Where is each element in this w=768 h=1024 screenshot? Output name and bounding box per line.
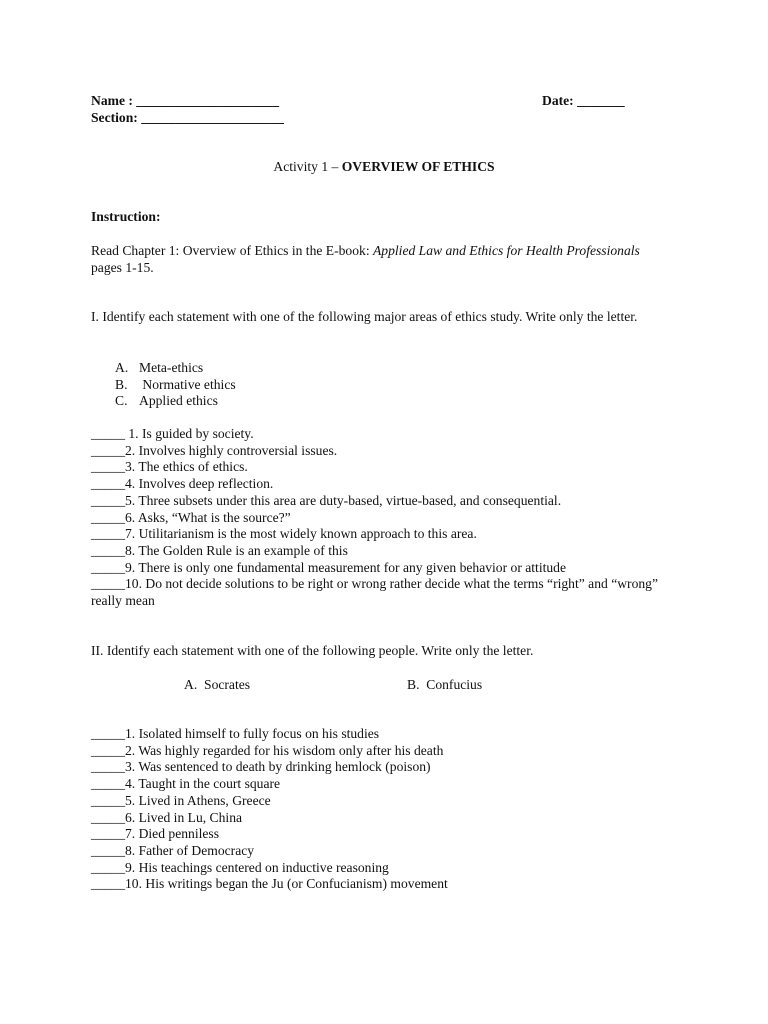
list-item: _____8. The Golden Rule is an example of this	[91, 542, 348, 558]
list-item: _____4. Involves deep reflection.	[91, 476, 274, 492]
option-text: Applied ethics	[139, 393, 218, 409]
option-letter: C.	[115, 393, 128, 409]
list-item: _____2. Involves highly controversial issues.	[91, 442, 338, 458]
part2-items	[91, 726, 448, 893]
list-item: _____4. Taught in the court square	[91, 776, 281, 792]
activity-title	[0, 159, 768, 176]
option-letter: B.	[115, 376, 128, 392]
option-c	[115, 393, 236, 410]
list-item: _____2. Was highly regarded for his wisdom only after his death	[91, 742, 444, 758]
option-text: Meta-ethics	[139, 360, 204, 375]
list-item: _____6. Asks, “What is the source?”	[91, 509, 291, 525]
choice-socrates: A. Socrates	[184, 677, 251, 692]
list-item: _____7. Died penniless	[91, 826, 219, 842]
list-item: _____9. There is only one fundamental measurement for any given behavior or attitude	[91, 559, 567, 575]
reading-instruction	[91, 243, 671, 276]
option-a	[115, 360, 236, 377]
reading-prefix: Read Chapter 1: Overview of Ethics in the E-book:	[91, 243, 373, 258]
choice-confucius: B. Confucius	[407, 677, 483, 692]
list-item: _____7. Utilitarianism is the most widely known approach to this area.	[91, 526, 477, 542]
list-item: _____5. Three subsets under this area are duty-based, virtue-based, and consequential.	[91, 492, 562, 508]
activity-title-main: OVERVIEW OF ETHICS	[341, 159, 495, 174]
list-item: _____9. His teachings centered on inductive reasoning	[91, 859, 389, 875]
list-item: _____5. Lived in Athens, Greece	[91, 792, 271, 808]
part1-prompt: I. Identify each statement with one of the following major areas of ethics study. Write only the letter.	[91, 309, 638, 324]
section-field-label: Section: _____________________	[91, 109, 284, 125]
list-item: _____10. Do not decide solutions to be right or wrong rather decide what the terms “right” and “wrong” really mean	[91, 576, 659, 609]
option-b	[115, 377, 236, 394]
book-title: Applied Law and Ethics for Health Professionals	[373, 243, 640, 258]
list-item: _____10. His writings began the Ju (or Confucianism) movement	[91, 876, 448, 892]
list-item: _____ 1. Is guided by society.	[91, 426, 254, 441]
list-item: _____3. Was sentenced to death by drinking hemlock (poison)	[91, 759, 431, 775]
option-text: Normative ethics	[139, 376, 236, 392]
list-item: _____3. The ethics of ethics.	[91, 459, 248, 475]
student-info	[91, 93, 284, 126]
name-field-label: Name : _____________________	[91, 93, 280, 108]
option-letter: A.	[115, 360, 129, 375]
date-field-label: Date: _______	[542, 93, 625, 108]
list-item: _____1. Isolated himself to fully focus on his studies	[91, 726, 380, 741]
list-item: _____6. Lived in Lu, China	[91, 809, 243, 825]
instruction-heading: Instruction:	[91, 209, 161, 224]
part1-items	[91, 426, 661, 610]
part2-prompt: II. Identify each statement with one of the following people. Write only the letter.	[91, 643, 534, 658]
activity-title-prefix: Activity 1 –	[273, 159, 342, 174]
reading-pages: pages 1-15.	[91, 259, 154, 275]
list-item: _____8. Father of Democracy	[91, 842, 255, 858]
part1-options	[115, 360, 236, 410]
